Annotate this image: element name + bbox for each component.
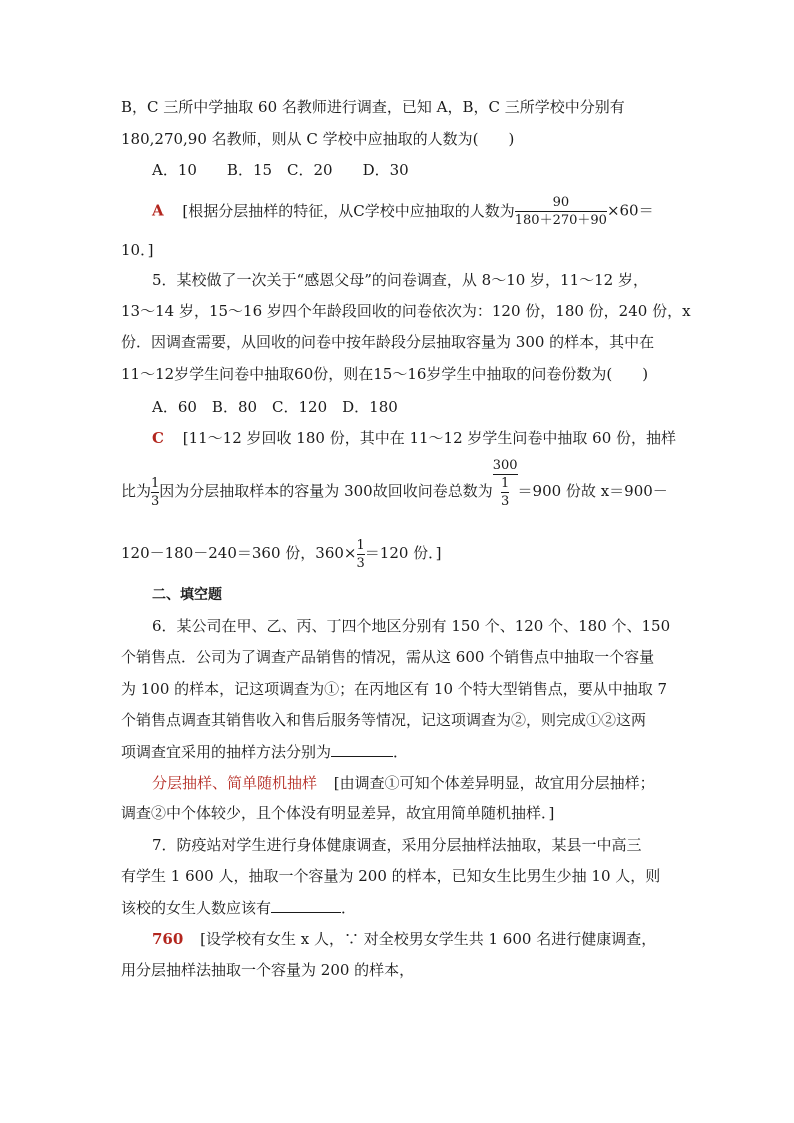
q5-solution-text: [11～12 岁回收 180 份，其中在 11～12 岁学生问卷中抽取 60 份，抽样 bbox=[182, 429, 677, 447]
q5-sol2-tail: ＝900 份故 x＝900－ bbox=[517, 482, 668, 500]
q5-sol2-prefix: 比为 bbox=[121, 482, 152, 500]
q6-line4: 个销售点调查其销售收入和售后服务等情况，记这项调查为②，则完成①②这两 bbox=[121, 711, 647, 729]
q5-solution-line2 bbox=[121, 458, 668, 521]
q5-ratio-denominator: 3 bbox=[151, 493, 160, 509]
q5-line2: 13～14 岁，15～16 岁四个年龄段回收的问卷依次为：120 份，180 份，240 份，x bbox=[121, 302, 691, 320]
q5-total-fraction bbox=[493, 458, 518, 509]
q7-answer: 760 bbox=[152, 930, 184, 948]
q5-inner-denominator: 3 bbox=[500, 494, 510, 509]
q5-inner-fraction bbox=[501, 476, 509, 509]
q5-sol3-fraction bbox=[357, 538, 365, 571]
q5-ratio-fraction bbox=[151, 476, 159, 509]
q4-options: A．10 B．15 C．20 D．30 bbox=[152, 161, 409, 179]
q5-line4: 11～12岁学生问卷中抽取60份，则在15～16岁学生中抽取的问卷份数为( ) bbox=[121, 365, 649, 383]
q7-solution-text: [设学校有女生 x 人，∵ 对全校男女学生共 1 600 名进行健康调查， bbox=[200, 930, 657, 948]
q5-line3: 份．因调查需要，从回收的问卷中按年龄段分层抽取容量为 300 的样本，其中在 bbox=[121, 333, 655, 351]
q6-line5 bbox=[121, 742, 408, 761]
q4-solution-text: [根据分层抽样的特征，从C学校中应抽取的人数为 bbox=[182, 201, 515, 220]
q4-fraction bbox=[515, 195, 607, 228]
section-heading: 二、填空题 bbox=[152, 587, 222, 603]
q7-line3 bbox=[121, 898, 356, 917]
q5-sol3-denominator: 3 bbox=[356, 555, 365, 571]
q7-line1: 7．防疫站对学生进行身体健康调查，采用分层抽样法抽取，某县一中高三 bbox=[152, 836, 642, 854]
q5-options: A．60 B．80 C．120 D．180 bbox=[152, 398, 398, 416]
q5-inner-numerator: 1 bbox=[500, 476, 510, 491]
q6-line5-text: 项调查宜采用的抽样方法分别为 bbox=[121, 743, 332, 761]
q4-answer: A bbox=[152, 201, 164, 220]
q6-answer: 分层抽样、简单随机抽样 bbox=[152, 774, 318, 792]
q7-line3-text: 该校的女生人数应该有 bbox=[121, 899, 272, 917]
q6-line3: 为 100 的样本，记这项调查为①；在丙地区有 10 个特大型销售点，要从中抽取 7 bbox=[121, 680, 668, 698]
q5-sol3-tail: ＝120 份．] bbox=[364, 544, 442, 562]
q7-solution-line2: 用分层抽样法抽取一个容量为 200 的样本， bbox=[121, 961, 415, 979]
q5-total-denominator-wrap bbox=[493, 476, 518, 509]
q4-solution-end: 10．] bbox=[121, 241, 154, 259]
q5-ratio-numerator: 1 bbox=[151, 475, 160, 491]
q4-line2: 180,270,90 名教师，则从 C 学校中应抽取的人数为( ) bbox=[121, 130, 515, 148]
q4-solution bbox=[152, 195, 654, 228]
q7-line2: 有学生 1 600 人，抽取一个容量为 200 的样本，已知女生比男生少抽 10 人，则 bbox=[121, 867, 661, 885]
q7-answer-blank bbox=[271, 898, 341, 913]
q7-solution-line1 bbox=[152, 930, 656, 948]
q4-solution-tail: ×60＝ bbox=[606, 201, 654, 220]
q5-sol2-middle: 因为分层抽取样本的容量为 300故回收问卷总数为 bbox=[159, 482, 493, 500]
q6-solution-line2: 调查②中个体较少，且个体没有明显差异，故宜用简单随机抽样．] bbox=[121, 804, 555, 822]
q6-line5-end: ． bbox=[393, 743, 409, 761]
q4-line1: B，C 三所中学抽取 60 名教师进行调查，已知 A，B，C 三所学校中分别有 bbox=[121, 98, 625, 116]
q5-sol3-prefix: 120－180－240＝360 份，360× bbox=[121, 544, 357, 562]
q5-line1: 5．某校做了一次关于“感恩父母”的问卷调查，从 8～10 岁，11～12 岁， bbox=[152, 271, 648, 289]
q5-answer: C bbox=[152, 429, 164, 447]
q6-solution-line1 bbox=[152, 774, 655, 792]
q4-fraction-numerator: 90 bbox=[552, 195, 570, 210]
q6-line2: 个销售点．公司为了调查产品销售的情况，需从这 600 个销售点中抽取一个容量 bbox=[121, 648, 655, 666]
q5-sol3-numerator: 1 bbox=[356, 537, 365, 553]
q6-answer-blank bbox=[331, 742, 393, 757]
q5-solution-line1 bbox=[152, 429, 676, 447]
q6-line1: 6．某公司在甲、乙、丙、丁四个地区分别有 150 个、120 个、180 个、150 bbox=[152, 617, 671, 635]
q7-line3-end: ． bbox=[341, 899, 357, 917]
q6-solution-text: [由调查①可知个体差异明显，故宜用分层抽样； bbox=[333, 774, 655, 792]
q4-fraction-denominator: 180＋270＋90 bbox=[514, 213, 607, 228]
q5-total-numerator: 300 bbox=[492, 458, 518, 473]
q5-solution-line3 bbox=[121, 536, 442, 571]
